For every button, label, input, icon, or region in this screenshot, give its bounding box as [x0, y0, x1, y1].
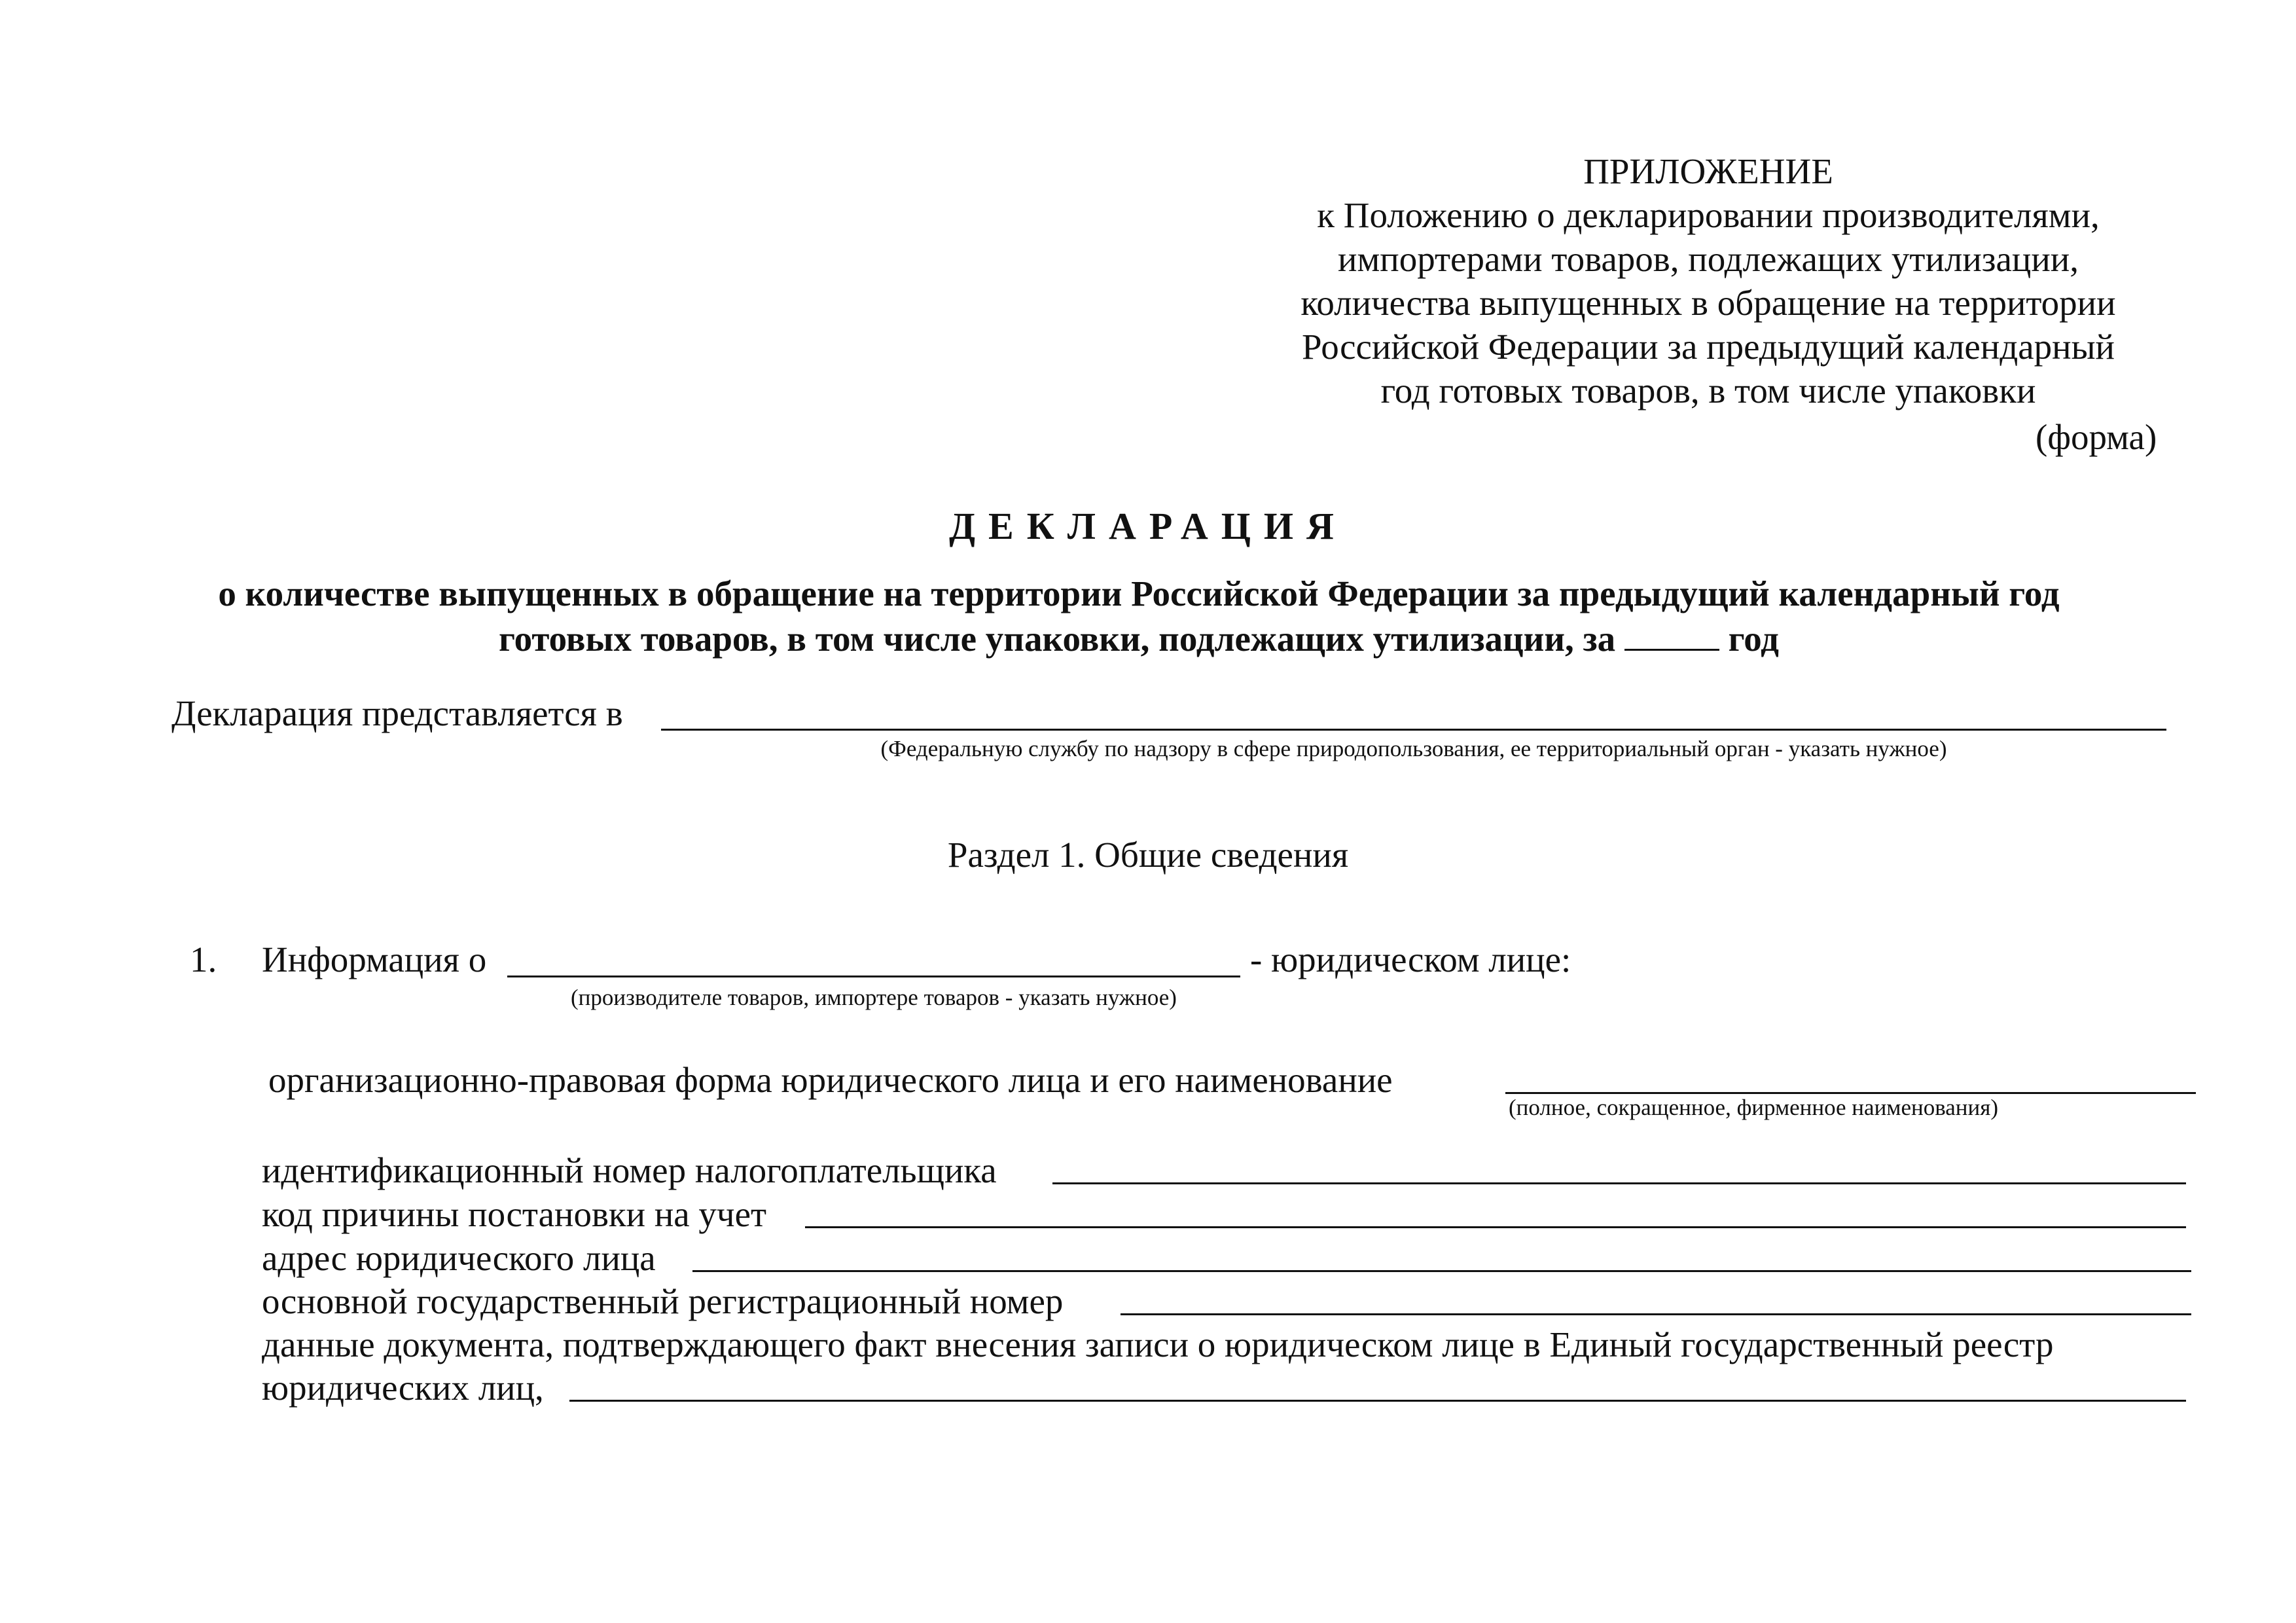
kpp-label: код причины постановки на учет: [262, 1194, 767, 1234]
address-label: адрес юридического лица: [262, 1238, 656, 1278]
appendix-header: [1244, 149, 2173, 412]
ogrn-field[interactable]: [1121, 1313, 2191, 1315]
year-field[interactable]: [1624, 616, 1719, 651]
subtitle-line-1: о количестве выпущенных в обращение на территории Российской Федерации за предыдущий календарный год: [218, 574, 2060, 613]
section-1-title: Раздел 1. Общие сведения: [947, 835, 1349, 875]
info-hint: (производителе товаров, импортере товаров - указать нужное): [571, 985, 1177, 1010]
org-form-label: организационно-правовая форма юридического лица и его наименование: [268, 1060, 1393, 1100]
info-suffix: - юридическом лице:: [1250, 939, 1571, 979]
address-field[interactable]: [692, 1270, 2191, 1272]
inn-label: идентификационный номер налогоплательщика: [262, 1150, 997, 1190]
appendix-line: количества выпущенных в обращение на территории: [1300, 283, 2116, 323]
info-type-field[interactable]: [507, 976, 1240, 977]
appendix-line: импортерами товаров, подлежащих утилизации,: [1338, 239, 2079, 279]
submitted-to-label: Декларация представляется в: [171, 693, 623, 733]
egrul-label-line-2: юридических лиц,: [262, 1368, 544, 1408]
form-label: (форма): [2036, 417, 2157, 457]
item-number: 1.: [190, 939, 217, 979]
subtitle-line-2: [131, 616, 2147, 661]
subtitle-year-word: год: [1728, 619, 1779, 659]
submitted-to-hint: (Федеральную службу по надзору в сфере природопользования, ее территориальный орган - указать нужное): [880, 736, 1947, 761]
appendix-line: год готовых товаров, в том числе упаковки: [1380, 371, 2036, 410]
submitted-to-field[interactable]: [661, 729, 2166, 731]
org-form-hint: (полное, сокращенное, фирменное наименования): [1509, 1095, 1999, 1120]
org-name-field[interactable]: [1505, 1092, 2196, 1094]
appendix-title: ПРИЛОЖЕНИЕ: [1583, 151, 1833, 191]
document-subtitle: [131, 572, 2147, 661]
egrul-field[interactable]: [569, 1400, 2186, 1402]
subtitle-line-2-text: готовых товаров, в том числе упаковки, подлежащих утилизации, за: [499, 619, 1616, 659]
inn-field[interactable]: [1052, 1182, 2186, 1184]
appendix-line: к Положению о декларировании производителями,: [1317, 195, 2100, 235]
document-title: ДЕКЛАРАЦИЯ: [949, 505, 1347, 547]
appendix-line: Российской Федерации за предыдущий календарный: [1302, 327, 2115, 367]
info-label: Информация о: [262, 939, 487, 979]
ogrn-label: основной государственный регистрационный номер: [262, 1281, 1064, 1321]
kpp-field[interactable]: [805, 1226, 2186, 1228]
egrul-label-line-1: данные документа, подтверждающего факт внесения записи о юридическом лице в Единый государственный реестр: [262, 1324, 2054, 1364]
